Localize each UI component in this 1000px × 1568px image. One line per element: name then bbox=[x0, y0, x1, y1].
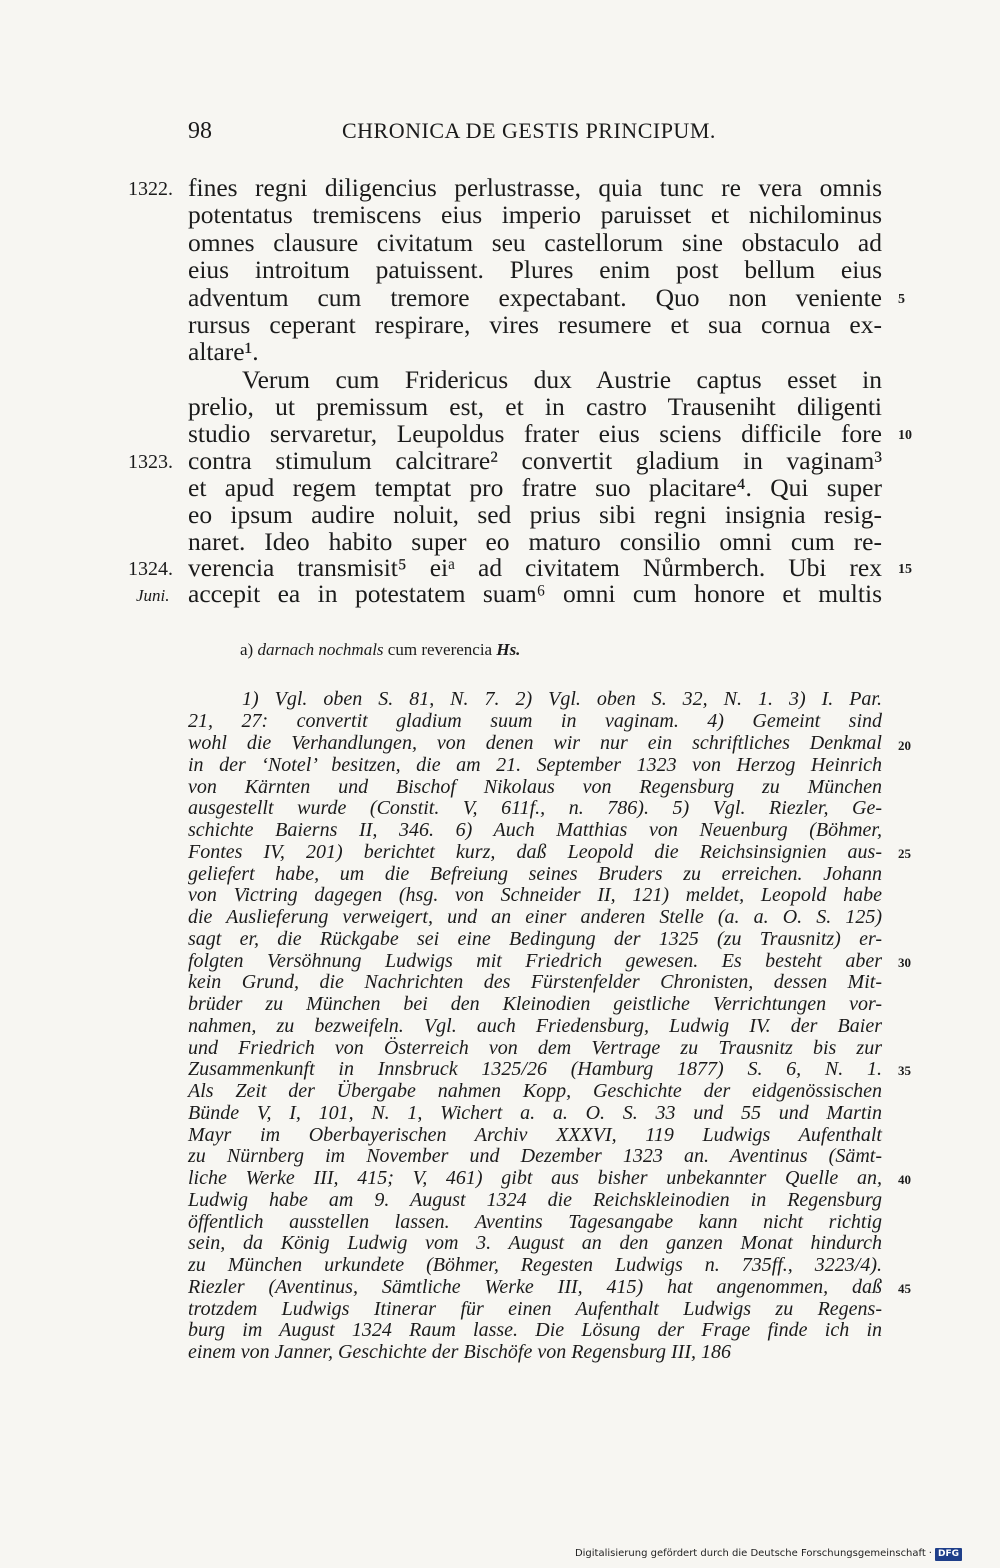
footnote-line: kein Grund, die Nachrichten des Fürstenfelder Chronisten, dessen Mit- bbox=[188, 971, 882, 993]
main-line: naret. Ideo habito super eo maturo consilio omni cum re- bbox=[188, 527, 882, 556]
footnote-line: ausgestellt wurde (Constit. V, 611f., n. 786). 5) Vgl. Riezler, Ge- bbox=[188, 797, 882, 819]
apparatus-siglum: a) bbox=[240, 640, 254, 659]
main-line: eo ipsum audire noluit, sed prius sibi regni insignia resig- bbox=[188, 500, 882, 529]
credit-text: Digitalisierung gefördert durch die Deutsche Forschungsgemeinschaft bbox=[574, 1548, 926, 1559]
footnote-line-number: 35 bbox=[898, 1063, 911, 1078]
margin-year: 1324. bbox=[128, 558, 173, 580]
footnote-line: brüder zu München bei den Kleinodien geistliche Verrichtungen vor- bbox=[188, 993, 882, 1015]
digitization-credit: Digitalisierung gefördert durch die Deutsche Forschungsgemeinschaft · DFG bbox=[575, 1546, 962, 1562]
footnote-line: Mayr im Oberbayerischen Archiv XXXVI, 119 Ludwigs Aufenthalt bbox=[188, 1124, 882, 1146]
running-title: CHRONICA DE GESTIS PRINCIPUM. bbox=[342, 118, 716, 143]
dfg-logo: DFG bbox=[935, 1548, 962, 1561]
apparatus-note bbox=[240, 640, 520, 660]
footnote-line: burg im August 1324 Raum lasse. Die Lösung der Frage finde ich in bbox=[188, 1319, 882, 1341]
footnote-line: geliefert habe, um die Befreiung seines Bruders zu erreichen. Johann bbox=[188, 863, 882, 885]
footnote-line: Bünde V, I, 101, N. 1, Wichert a. a. O. S. 33 und 55 und Martin bbox=[188, 1102, 882, 1124]
main-line: omnes clausure civitatum seu castellorum sine obstaculo ad bbox=[188, 228, 882, 257]
apparatus-italic: darnach nochmals bbox=[257, 640, 384, 659]
main-line: rursus ceperant respirare, vires resumere et sua cornua ex- bbox=[188, 310, 882, 339]
footnote-line-number: 25 bbox=[898, 846, 911, 861]
footnote-line: sagt er, die Rückgabe sei eine Bedingung der 1325 (zu Trausnitz) er- bbox=[188, 928, 882, 950]
line-number: 15 bbox=[898, 562, 912, 577]
footnote-line: Riezler (Aventinus, Sämtliche Werke III, 415) hat angenommen, daß bbox=[188, 1276, 882, 1298]
main-line: altare¹. bbox=[188, 337, 259, 366]
margin-month: Juni. bbox=[136, 586, 170, 605]
footnote-line: öffentlich ausstellen lassen. Aventins Tagesangabe kann nicht richtig bbox=[188, 1211, 882, 1233]
main-line: fines regni diligencius perlustrasse, quia tunc re vera omnis bbox=[188, 173, 882, 202]
main-line: studio servaretur, Leupoldus frater eius sciens difficile fore bbox=[188, 419, 882, 448]
footnote-line-number: 20 bbox=[898, 738, 911, 753]
apparatus-manuscript: Hs. bbox=[496, 640, 521, 659]
apparatus-plain: cum reverencia bbox=[387, 640, 493, 659]
page-number: 98 bbox=[188, 118, 212, 144]
footnote-line: schichte Baierns II, 346. 6) Auch Matthias von Neuenburg (Böhmer, bbox=[188, 819, 882, 841]
line-number: 10 bbox=[898, 428, 912, 443]
footnote-line-number: 30 bbox=[898, 955, 911, 970]
main-line: et apud regem temptat pro fratre suo placitare⁴. Qui super bbox=[188, 473, 882, 502]
footnote-line: sein, da König Ludwig vom 3. August an den ganzen Monat hindurch bbox=[188, 1232, 882, 1254]
margin-year: 1322. bbox=[128, 178, 173, 200]
footnote-line: von Victring dagegen (hsg. von Schneider II, 121) meldet, Leopold habe bbox=[188, 884, 882, 906]
footnote-line: Als Zeit der Übergabe nahmen Kopp, Geschichte der eidgenössischen bbox=[188, 1080, 882, 1102]
footnote-line: Zusammenkunft in Innsbruck 1325/26 (Hamburg 1877) S. 6, N. 1. bbox=[188, 1058, 882, 1080]
main-line: potentatus tremiscens eius imperio paruisset et nichilominus bbox=[188, 200, 882, 229]
footnote-line: zu Nürnberg im November und Dezember 1323 an. Aventinus (Sämt- bbox=[188, 1145, 882, 1167]
footnote-line: 1) Vgl. oben S. 81, N. 7. 2) Vgl. oben S. 32, N. 1. 3) I. Par. bbox=[242, 688, 882, 710]
footnote-line: zu München urkundete (Böhmer, Regesten Ludwigs n. 735ff., 3223/4). bbox=[188, 1254, 882, 1276]
line-number: 5 bbox=[898, 292, 905, 307]
margin-year: 1323. bbox=[128, 451, 173, 473]
footnote-line: einem von Janner, Geschichte der Bischöfe von Regensburg III, 186 bbox=[188, 1341, 731, 1363]
footnote-line: folgten Versöhnung Ludwigs mit Friedrich gewesen. Es besteht aber bbox=[188, 950, 882, 972]
footnote-line-number: 45 bbox=[898, 1281, 911, 1296]
main-line: prelio, ut premissum est, et in castro Trauseniht diligenti bbox=[188, 392, 882, 421]
footnote-line: und Friedrich von Österreich von dem Vertrage zu Trausnitz bis zur bbox=[188, 1037, 882, 1059]
main-line: contra stimulum calcitrare² convertit gladium in vaginam³ bbox=[188, 446, 882, 475]
footnote-line: in der ‘Notel’ besitzen, die am 21. September 1323 von Herzog Heinrich bbox=[188, 754, 882, 776]
footnote-line: Fontes IV, 201) berichtet kurz, daß Leopold die Reichsinsignien aus- bbox=[188, 841, 882, 863]
main-line: eius introitum patuissent. Plures enim post bellum eius bbox=[188, 255, 882, 284]
footnote-line: Ludwig habe am 9. August 1324 die Reichskleinodien in Regensburg bbox=[188, 1189, 882, 1211]
main-line: accepit ea in potestatem suam⁶ omni cum honore et multis bbox=[188, 579, 882, 608]
footnote-line: wohl die Verhandlungen, von denen wir nur ein schriftliches Denkmal bbox=[188, 732, 882, 754]
footnote-line: die Auslieferung verweigert, und an einer anderen Stelle (a. a. O. S. 125) bbox=[188, 906, 882, 928]
footnote-line: 21, 27: convertit gladium suum in vaginam. 4) Gemeint sind bbox=[188, 710, 882, 732]
main-line: verencia transmisit⁵ eiᵃ ad civitatem Nůrmberch. Ubi rex bbox=[188, 553, 882, 582]
footnote-line: von Kärnten und Bischof Nikolaus von Regensburg zu München bbox=[188, 776, 882, 798]
footnote-line: nahmen, zu bezweifeln. Vgl. auch Friedensburg, Ludwig IV. der Baier bbox=[188, 1015, 882, 1037]
main-line: Verum cum Fridericus dux Austrie captus esset in bbox=[242, 365, 882, 394]
footnote-line-number: 40 bbox=[898, 1172, 911, 1187]
main-line: adventum cum tremore expectabant. Quo non veniente bbox=[188, 283, 882, 312]
footnote-line: trotzdem Ludwigs Itinerar für einen Aufenthalt Ludwigs zu Regens- bbox=[188, 1298, 882, 1320]
footnote-line: liche Werke III, 415; V, 461) gibt aus bisher unbekannter Quelle an, bbox=[188, 1167, 882, 1189]
